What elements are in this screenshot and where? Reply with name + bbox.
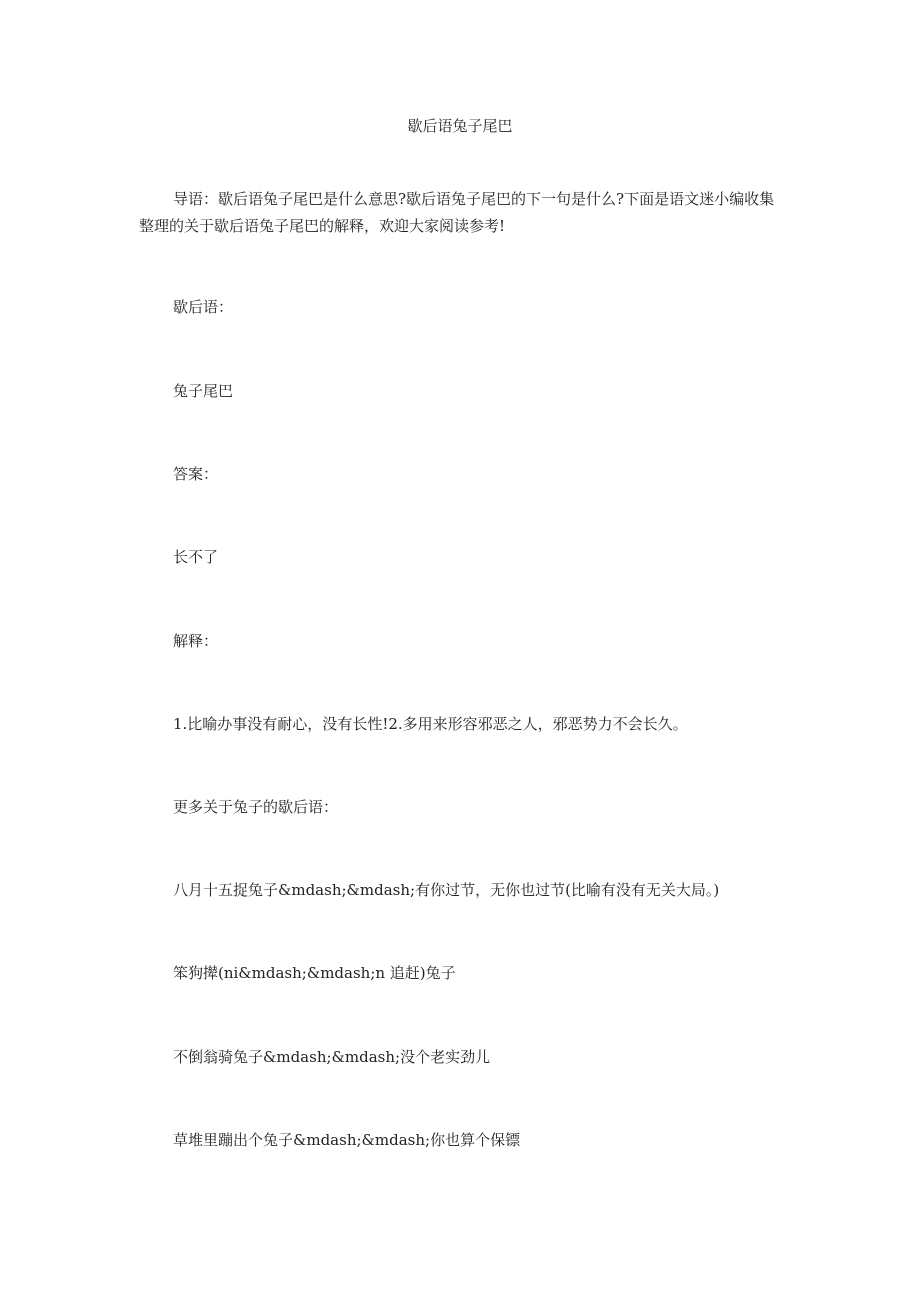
intro-paragraph: 导语：歇后语兔子尾巴是什么意思?歇后语兔子尾巴的下一句是什么?下面是语文迷小编收集整理的关于歇后语兔子尾巴的解释，欢迎大家阅读参考!	[139, 190, 775, 235]
list-item: 笨狗撵(ni&mdash;&mdash;n 追赶)兔子	[173, 964, 456, 982]
list-item: 八月十五捉兔子&mdash;&mdash;有你过节，无你也过节(比喻有没有无关大局。)	[173, 881, 720, 899]
label-xiehouyu: 歇后语：	[173, 298, 234, 316]
explanation-text: 1.比喻办事没有耐心，没有长性!2.多用来形容邪恶之人，邪恶势力不会长久。	[173, 715, 688, 733]
list-item: 不倒翁骑兔子&mdash;&mdash;没个老实劲儿	[173, 1048, 491, 1066]
riddle-text: 兔子尾巴	[173, 382, 234, 400]
label-explanation: 解释：	[173, 632, 219, 650]
document-title: 歇后语兔子尾巴	[407, 117, 513, 135]
more-heading: 更多关于兔子的歇后语：	[173, 798, 339, 816]
answer-text: 长不了	[173, 548, 219, 566]
list-item: 草堆里蹦出个兔子&mdash;&mdash;你也算个保镖	[173, 1131, 521, 1149]
label-answer: 答案：	[173, 465, 219, 483]
